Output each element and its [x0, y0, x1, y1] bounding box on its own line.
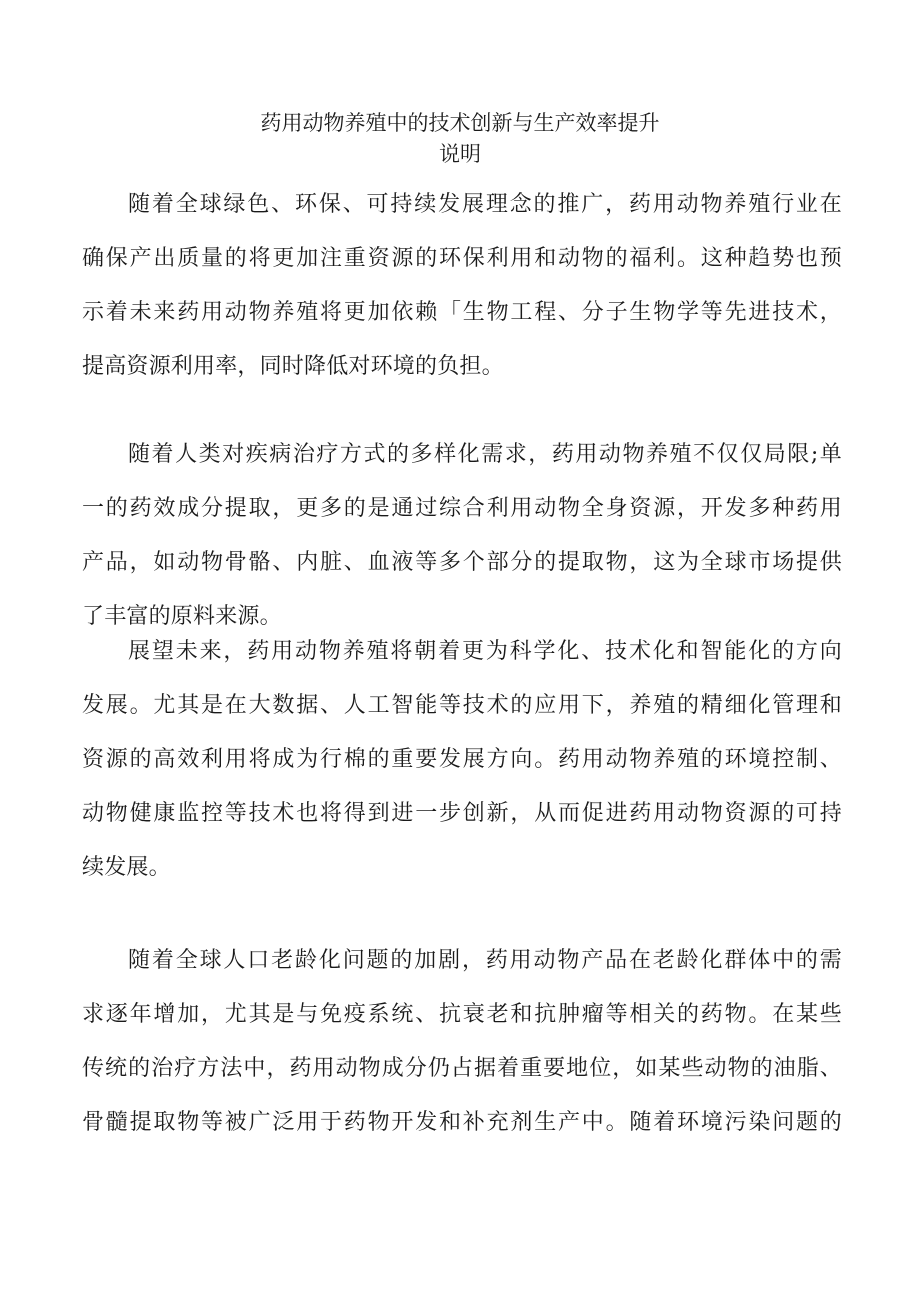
- paragraph-1: [82, 178, 842, 394]
- paragraph-2: [82, 428, 842, 644]
- paragraph-line: 动物健康监控等技术也将得到进一步创新，从而促进药用动物资源的可持: [82, 801, 842, 826]
- paragraph-line: 随着人类对疾病治疗方式的多样化需求，药用动物养殖不仅仅局限;单: [128, 442, 842, 467]
- paragraph-line: 一的药效成分提取，更多的是通过综合利用动物全身资源，开发多种药用: [82, 496, 842, 521]
- paragraph-line: 确保产出质量的将更加注重资源的环保利用和动物的福利。这种趋势也预: [82, 246, 842, 271]
- paragraph-line: 随着全球人口老龄化问题的加剧，药用动物产品在老龄化群体中的需: [128, 948, 842, 973]
- paragraph-line: 提高资源利用率，同时降低对环境的负担。: [82, 354, 504, 379]
- document-subtitle: 说明: [439, 142, 481, 166]
- paragraph-line: 传统的治疗方法中，药用动物成分仍占据着重要地位，如某些动物的油脂、: [82, 1056, 842, 1081]
- paragraph-line: 求逐年增加，尤其是与免疫系统、抗衰老和抗肿瘤等相关的药物。在某些: [82, 1002, 842, 1027]
- paragraph-line: 资源的高效利用将成为行棉的重要发展方向。药用动物养殖的环境控制、: [82, 747, 842, 772]
- paragraph-line: 骨髓提取物等被广泛用于药物开发和补充剂生产中。随着环境污染问题的: [82, 1110, 842, 1135]
- paragraph-4: [82, 934, 842, 1150]
- paragraph-line: 随着全球绿色、环保、可持续发展理念的推广，药用动物养殖行业在: [128, 192, 842, 217]
- paragraph-line: 发展。尤其是在大数据、人工智能等技术的应用下，养殖的精细化管理和: [82, 693, 842, 718]
- paragraph-line: 展望未来，药用动物养殖将朝着更为科学化、技术化和智能化的方向: [128, 639, 842, 664]
- paragraph-line: 续发展。: [82, 855, 171, 880]
- paragraph-3: [82, 625, 842, 895]
- paragraph-line: 产品，如动物骨骼、内脏、血液等多个部分的提取物，这为全球市场提供: [82, 550, 842, 575]
- document-title: 药用动物养殖中的技术创新与生产效率提升: [260, 111, 660, 135]
- paragraph-line: 示着未来药用动物养殖将更加依赖「生物工程、分子生物学等先进技术，: [82, 300, 842, 325]
- paragraph-line: 了丰富的原料来源。: [82, 604, 282, 629]
